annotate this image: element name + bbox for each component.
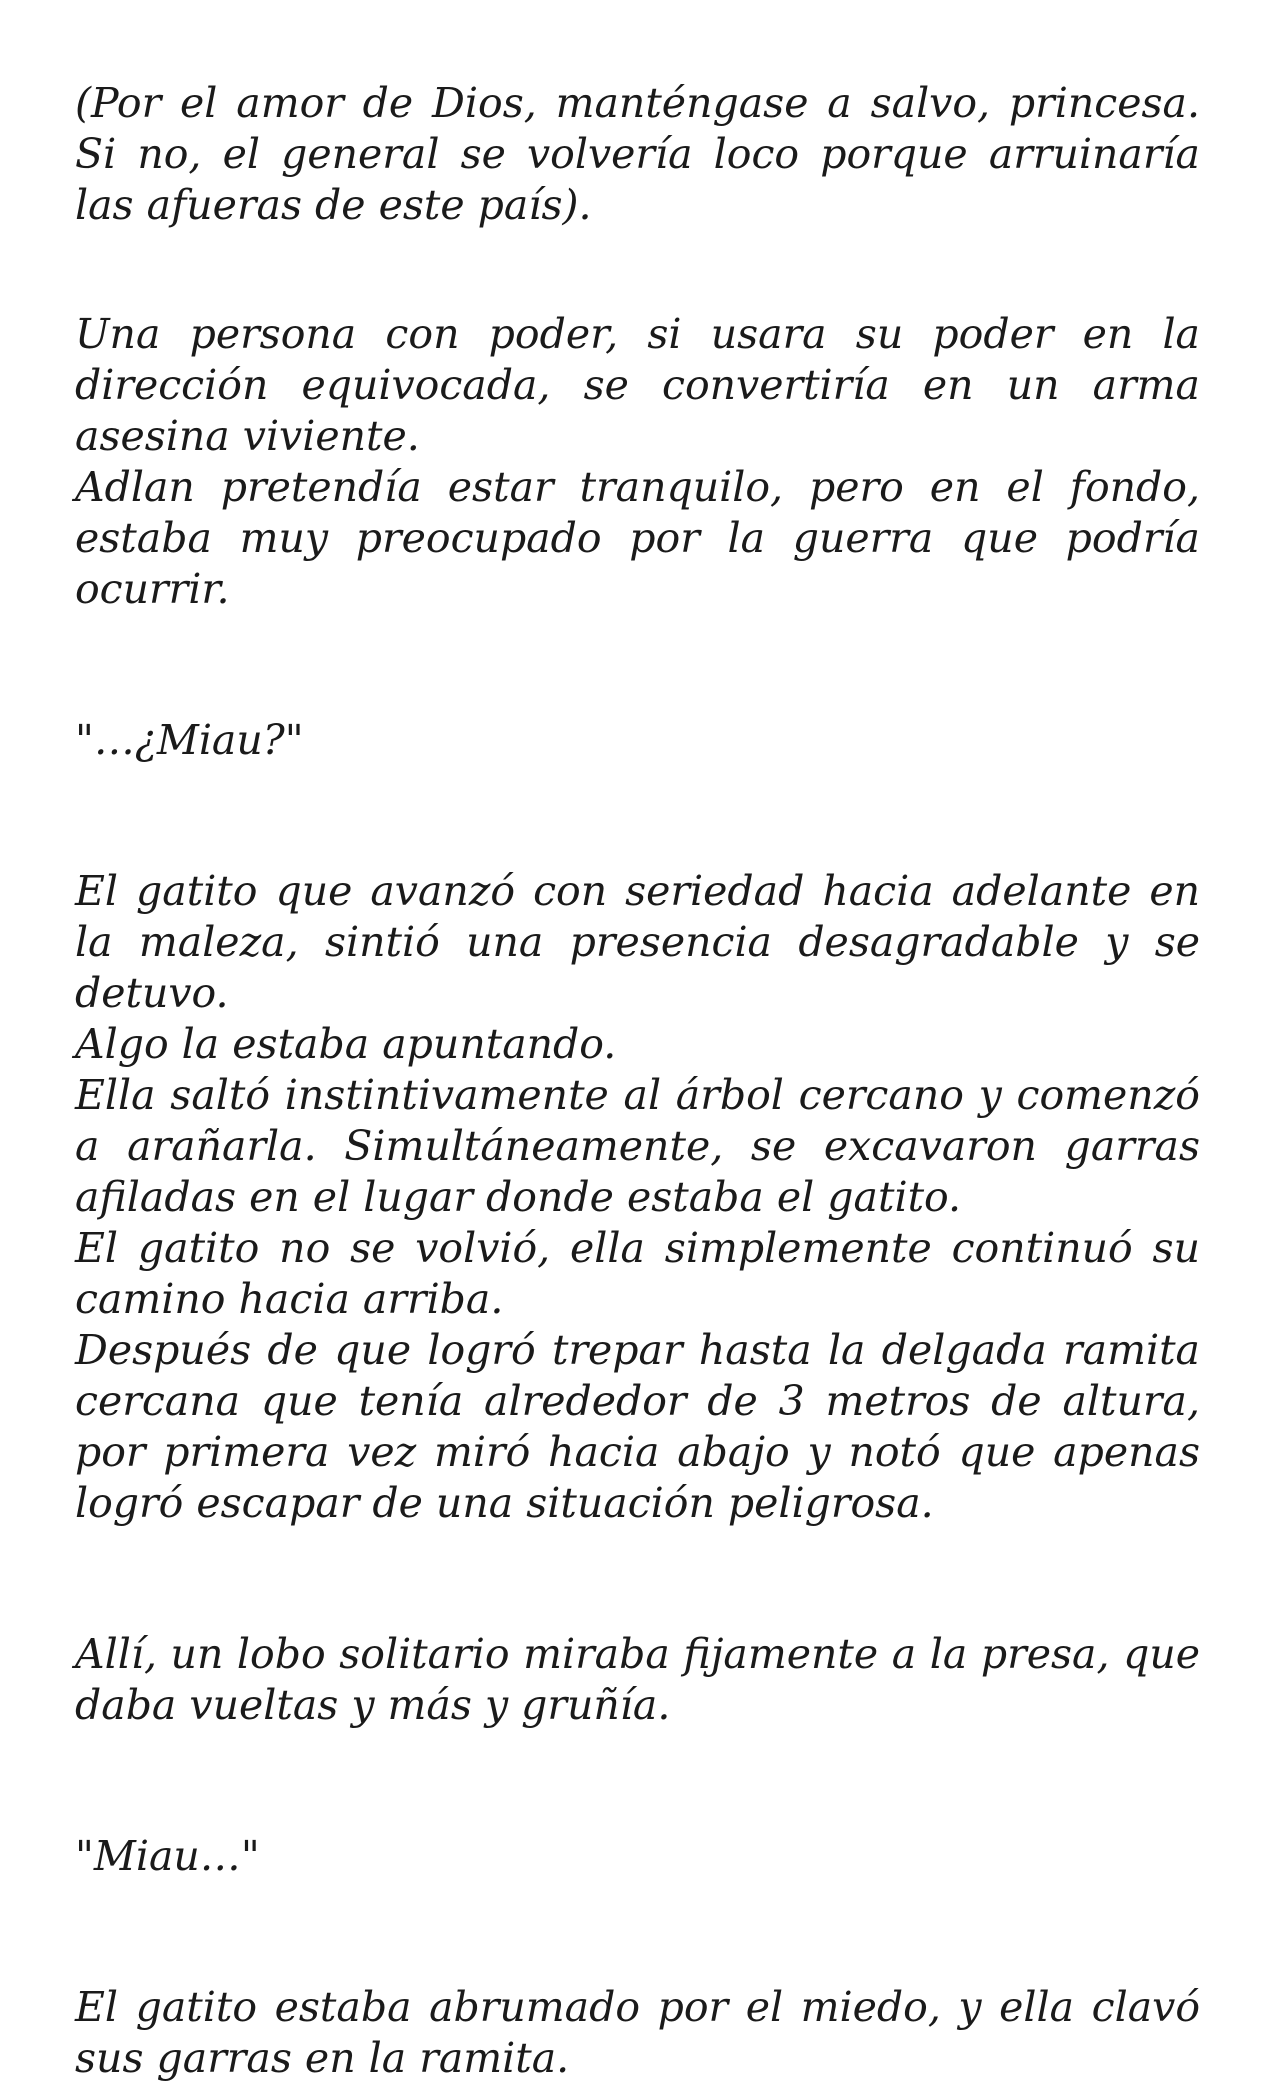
dialogue-text: Miau… — [93, 1832, 241, 1880]
dialogue-line — [75, 1831, 1200, 1882]
paragraph-spacer — [75, 1529, 1200, 1629]
dialogue-line — [75, 715, 1200, 766]
paragraph-narration: El gatito no se volvió, ella simplemente continuó su camino hacia arriba. — [75, 1224, 1200, 1323]
paragraph-narration: Adlan pretendía estar tranquilo, pero en el fondo, estaba muy preocupado por la guerra que podría ocurrir. — [75, 463, 1200, 613]
paragraph-spacer — [75, 231, 1200, 309]
paragraph-narration: Después de que logró trepar hasta la delgada ramita cercana que tenía alrededor de 3 metros de altura, por primera vez miró hacia abajo y notó que apenas logró escapar de una situación peligrosa. — [75, 1326, 1200, 1527]
dialogue-text: …¿Miau? — [93, 716, 285, 764]
paragraph-thought: (Por el amor de Dios, manténgase a salvo, princesa. Si no, el general se volvería loco porque arruinaría las afueras de este país). — [75, 79, 1200, 229]
paragraph-narration: Una persona con poder, si usara su poder en la dirección equivocada, se convertiría en un arma asesina viviente. — [75, 310, 1200, 460]
quote-mark-close: " — [240, 1832, 260, 1880]
paragraph-spacer — [75, 615, 1200, 715]
paragraph-spacer — [75, 766, 1200, 866]
quote-mark-close: " — [284, 716, 304, 764]
paragraph-narration: El gatito que avanzó con seriedad hacia adelante en la maleza, sintió una presencia desagradable y se detuvo. — [75, 867, 1200, 1017]
paragraph-spacer — [75, 1882, 1200, 1982]
quote-mark-open: " — [75, 716, 94, 764]
paragraph-narration: Allí, un lobo solitario miraba fijamente a la presa, que daba vueltas y más y gruñía. — [75, 1630, 1200, 1729]
document-page — [75, 78, 1200, 2084]
quote-mark-open: " — [75, 1832, 94, 1880]
paragraph-narration: El gatito estaba abrumado por el miedo, y ella clavó sus garras en la ramita. — [75, 1983, 1200, 2082]
paragraph-narration: Algo la estaba apuntando. — [75, 1020, 617, 1068]
paragraph-narration: Ella saltó instintivamente al árbol cercano y comenzó a arañarla. Simultáneamente, se excavaron garras afiladas en el lugar donde estaba el gatito. — [75, 1071, 1200, 1221]
paragraph-spacer — [75, 1731, 1200, 1831]
